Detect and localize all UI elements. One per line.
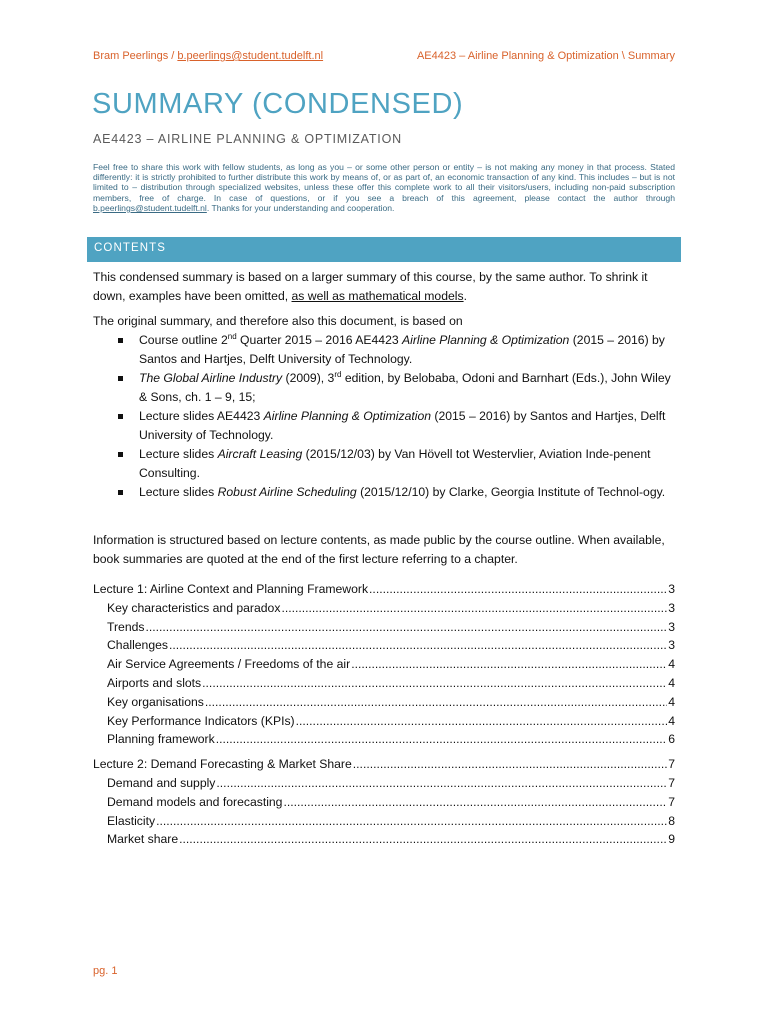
- page-subtitle: AE4423 – AIRLINE PLANNING & OPTIMIZATION: [93, 132, 402, 146]
- license-disclaimer: [93, 162, 675, 213]
- toc-entry[interactable]: Trends ..... 3: [93, 618, 675, 637]
- table-of-contents: [93, 580, 675, 849]
- toc-entry[interactable]: Demand models and forecasting ..... 7: [93, 793, 675, 812]
- intro-text: This condensed summary is based on a larger summary of this course, by the same author. To shrink it down, examples have been omitted,: [93, 270, 648, 303]
- toc-entry[interactable]: Challenges ..... 3: [93, 636, 675, 655]
- disclaimer-text: Feel free to share this work with fellow students, as long as you – or some other person or entity – is not making any money in that process. Stated differently: it is strictly prohibited to further distribute this work by means of, or as part of, an economic transaction of any kind. This includes – but is not limited to – distribution through specialized websites, unless these offer this complete work to all their visitors/users, including non-paid subscription members, free of charge. In case of questions, or if you see a breach of this agreement, please contact the author through: [93, 162, 675, 203]
- toc-entry[interactable]: Key Performance Indicators (KPIs) ..... 4: [93, 712, 675, 731]
- intro-paragraph: [93, 268, 675, 306]
- list-item: The Global Airline Industry (2009), 3rd edition, by Belobaba, Odoni and Barnhart (Eds.), John Wiley & Sons, ch. 1 – 9, 15;: [93, 369, 675, 407]
- contents-heading: CONTENTS: [94, 242, 167, 254]
- list-item: Course outline 2nd Quarter 2015 – 2016 AE4423 Airline Planning & Optimization (2015 – 2016) by Santos and Hartjes, Delft University of Technology.: [93, 331, 675, 369]
- disclaimer-email-link[interactable]: b.peerlings@student.tudelft.nl: [93, 202, 207, 213]
- author-email-link[interactable]: b.peerlings@student.tudelft.nl: [177, 50, 324, 62]
- list-item: Lecture slides AE4423 Airline Planning & Optimization (2015 – 2016) by Santos and Hartjes, Delft University of Technology.: [93, 407, 675, 445]
- toc-entry[interactable]: Air Service Agreements / Freedoms of the air ..... 4: [93, 655, 675, 674]
- list-item: Lecture slides Aircraft Leasing (2015/12/03) by Van Hövell tot Westervlier, Aviation Inde-penent Consulting.: [93, 445, 675, 483]
- page-header-course: AE4423 – Airline Planning & Optimization \ Summary: [416, 50, 675, 62]
- intro-underlined: as well as mathematical models: [291, 289, 464, 303]
- intro-end: .: [463, 289, 467, 303]
- toc-entry[interactable]: Key characteristics and paradox ..... 3: [93, 599, 675, 618]
- author-name: Bram Peerlings /: [93, 50, 178, 62]
- contents-heading-bar: [87, 237, 681, 262]
- toc-entry[interactable]: Airports and slots ..... 4: [93, 674, 675, 693]
- toc-entry[interactable]: Lecture 2: Demand Forecasting & Market Share ..... 7: [93, 755, 675, 774]
- toc-entry[interactable]: Market share ..... 9: [93, 830, 675, 849]
- disclaimer-closing: . Thanks for your understanding and cooperation.: [206, 202, 395, 213]
- toc-entry[interactable]: Key organisations ..... 4: [93, 693, 675, 712]
- sources-list: [93, 331, 675, 502]
- toc-entry[interactable]: Elasticity ..... 8: [93, 812, 675, 831]
- page-number: pg. 1: [93, 965, 118, 977]
- sources-intro: The original summary, and therefore also this document, is based on: [93, 314, 463, 328]
- page-title: SUMMARY (CONDENSED): [92, 88, 464, 120]
- list-item: Lecture slides Robust Airline Scheduling (2015/12/10) by Clarke, Georgia Institute of Technol-ogy.: [93, 483, 675, 502]
- page-header-author: [93, 50, 323, 62]
- structure-note: Information is structured based on lecture contents, as made public by the course outline. When available, book summaries are quoted at the end of the first lecture referring to a chapter.: [93, 533, 665, 566]
- toc-entry[interactable]: Demand and supply ..... 7: [93, 774, 675, 793]
- toc-entry[interactable]: Lecture 1: Airline Context and Planning Framework ..... 3: [93, 580, 675, 599]
- toc-entry[interactable]: Planning framework ..... 6: [93, 730, 675, 749]
